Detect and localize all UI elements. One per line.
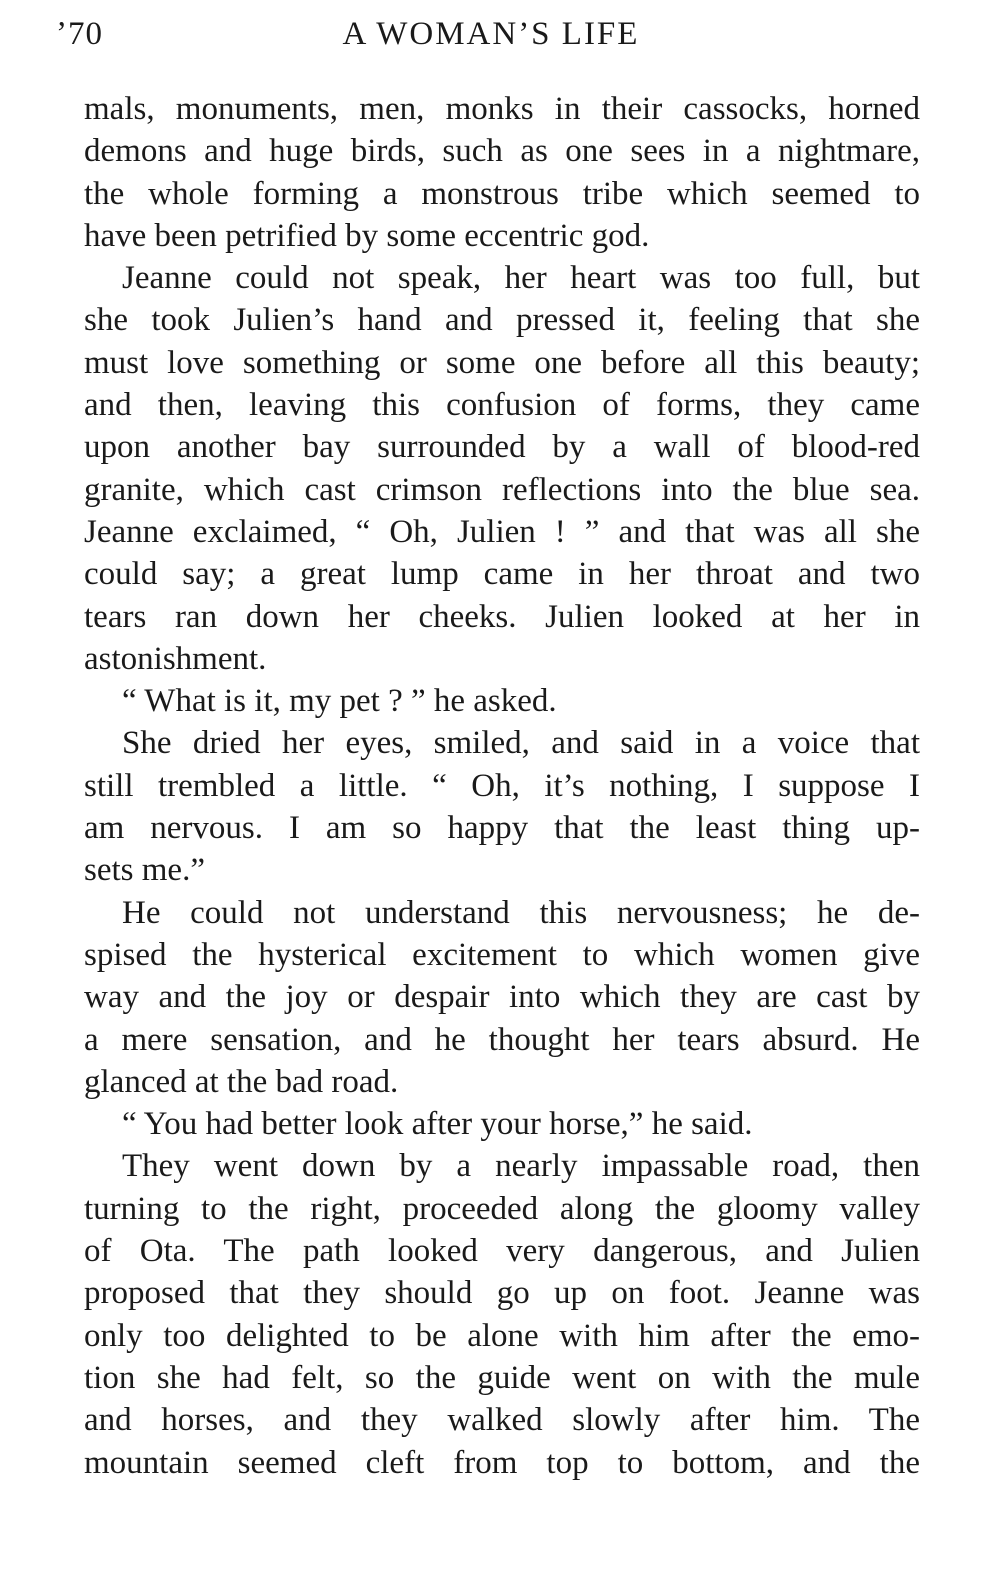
running-head — [56, 14, 926, 64]
text-line: He could not understand this nervousness; he de- — [122, 894, 920, 931]
text-line: spised the hysterical excitement to which women give — [84, 936, 920, 973]
text-line: astonishment. — [84, 640, 267, 677]
text-line: a mere sensation, and he thought her tears absurd. He — [84, 1021, 920, 1058]
text-line: am nervous. I am so happy that the least thing up- — [84, 810, 920, 847]
body-text — [84, 88, 920, 1484]
text-line: granite, which cast crimson reflections into the blue sea. — [84, 471, 920, 508]
running-title: A WOMAN’S LIFE — [342, 16, 640, 52]
text-line: the whole forming a monstrous tribe which seemed to — [84, 175, 920, 212]
text-line: “ What is it, my pet ? ” he asked. — [122, 683, 557, 720]
text-line: Jeanne could not speak, her heart was too full, but — [122, 260, 920, 297]
text-line: Jeanne exclaimed, “ Oh, Julien ! ” and that was all she — [84, 513, 920, 550]
text-line: She dried her eyes, smiled, and said in a voice that — [122, 725, 920, 762]
text-line: proposed that they should go up on foot. Jeanne was — [84, 1275, 920, 1312]
text-line: demons and huge birds, such as one sees in a nightmare, — [84, 133, 920, 170]
text-line: and then, leaving this confusion of forms, they came — [84, 387, 920, 424]
text-line: and horses, and they walked slowly after him. The — [84, 1402, 920, 1439]
text-line: tion she had felt, so the guide went on with the mule — [84, 1359, 920, 1396]
text-line: tears ran down her cheeks. Julien looked at her in — [84, 598, 920, 635]
text-line: have been petrified by some eccentric god. — [84, 217, 650, 254]
text-line: she took Julien’s hand and pressed it, feeling that she — [84, 302, 920, 339]
text-line: still trembled a little. “ Oh, it’s nothing, I suppose I — [84, 767, 920, 804]
text-line: way and the joy or despair into which they are cast by — [84, 979, 920, 1016]
text-line: only too delighted to be alone with him after the emo- — [84, 1317, 920, 1354]
text-line: could say; a great lump came in her throat and two — [84, 556, 920, 593]
text-line: They went down by a nearly impassable road, then — [122, 1148, 920, 1185]
text-line: sets me.” — [84, 852, 205, 889]
text-line: of Ota. The path looked very dangerous, and Julien — [84, 1233, 920, 1270]
text-line: upon another bay surrounded by a wall of blood-red — [84, 429, 920, 466]
text-line: mountain seemed cleft from top to bottom, and the — [84, 1444, 920, 1481]
text-line: glanced at the bad road. — [84, 1063, 399, 1100]
text-line: mals, monuments, men, monks in their cassocks, horned — [84, 91, 920, 127]
text-line: must love something or some one before all this beauty; — [84, 344, 920, 381]
text-line: “ You had better look after your horse,” he said. — [122, 1106, 753, 1143]
page-number: ʼ70 — [56, 16, 103, 52]
text-line: turning to the right, proceeded along the gloomy valley — [84, 1190, 920, 1227]
